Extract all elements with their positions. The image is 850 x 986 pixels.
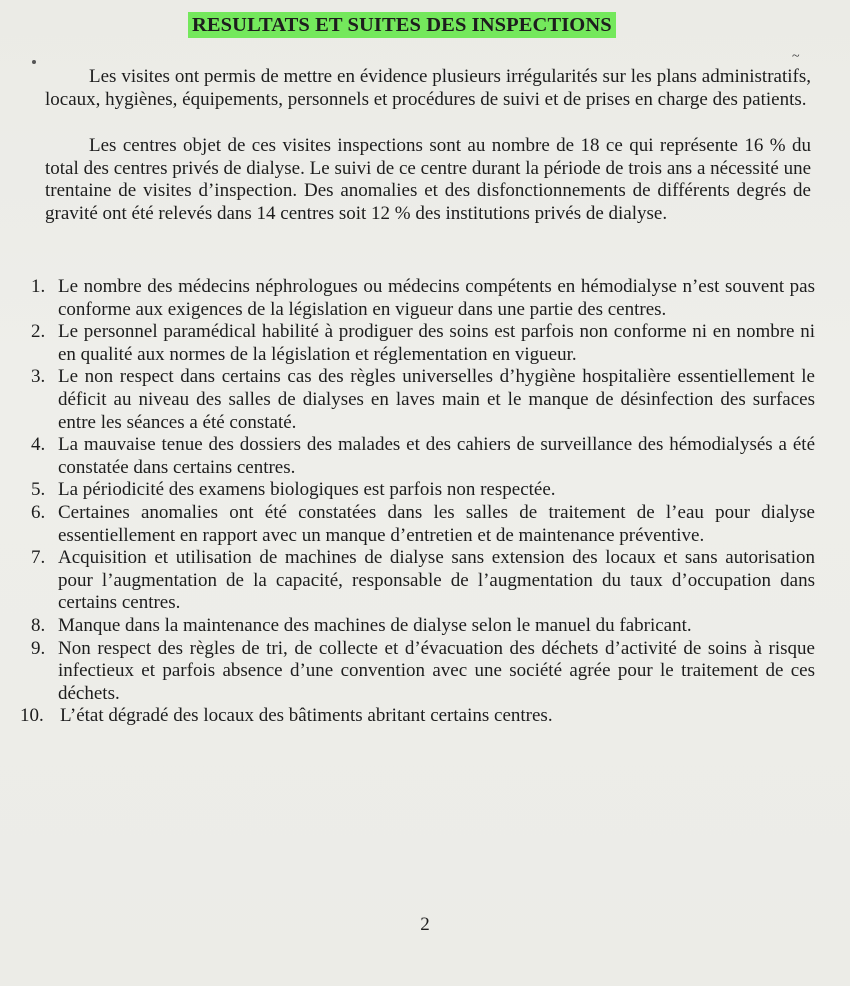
scan-mark-tilde: ~ xyxy=(792,49,800,64)
finding-text: Certaines anomalies ont été constatées dans les salles de traitement de l’eau pour dialyse essentiellement en rapport avec un manque d’entretien et de maintenance préventive. xyxy=(58,501,815,546)
finding-item xyxy=(0,502,815,547)
finding-number: 5. xyxy=(31,479,46,501)
finding-text: Manque dans la maintenance des machines de dialyse selon le manuel du fabricant. xyxy=(58,614,692,636)
finding-text: Le non respect dans certains cas des règles universelles d’hygiène hospitalière essentiellement le déficit au niveau des salles de dialyses en laves main et le manque de désinfection des surfaces entre les séances a été constaté. xyxy=(58,366,815,433)
finding-text: Acquisition et utilisation de machines de dialyse sans extension des locaux et sans autorisation pour l’augmentation de la capacité, responsable de l’augmentation du taux d’occupation dans certains centres. xyxy=(58,547,815,614)
finding-item xyxy=(0,638,815,706)
finding-item xyxy=(0,276,815,321)
finding-number: 4. xyxy=(31,434,46,456)
finding-number: 7. xyxy=(31,547,46,569)
finding-number: 9. xyxy=(31,637,46,659)
finding-item xyxy=(0,615,815,638)
finding-text: La périodicité des examens biologiques est parfois non respectée. xyxy=(58,479,556,501)
finding-item xyxy=(0,366,815,434)
finding-item xyxy=(0,547,815,615)
intro-paragraph xyxy=(45,66,811,111)
finding-text: Le nombre des médecins néphrologues ou médecins compétents en hémodialyse n’est souvent pas conforme aux exigences de la législation en vigueur dans une partie des centres. xyxy=(58,276,815,320)
finding-text: La mauvaise tenue des dossiers des malades et des cahiers de surveillance des hémodialysés a été constatée dans certains centres. xyxy=(58,434,815,478)
findings-list xyxy=(0,276,850,728)
finding-text: Non respect des règles de tri, de collecte et d’évacuation des déchets d’activité de soins à risque infectieux et parfois absence d’une convention avec une société agrée pour le traitement de ces déchets. xyxy=(58,637,815,704)
finding-item xyxy=(0,321,815,366)
finding-item xyxy=(0,434,815,479)
finding-number: 2. xyxy=(31,321,46,343)
intro-paragraph-text: Les visites ont permis de mettre en évidence plusieurs irrégularités sur les plans administratifs, locaux, hygiènes, équipements, personnels et procédures de suivi et de prises en charge des patients. xyxy=(45,66,811,110)
finding-number: 8. xyxy=(31,614,46,636)
finding-number: 6. xyxy=(31,501,46,523)
stats-paragraph xyxy=(45,135,811,225)
section-title: RESULTATS ET SUITES DES INSPECTIONS xyxy=(188,12,616,38)
page-number: 2 xyxy=(420,914,430,935)
finding-text: Le personnel paramédical habilité à prodiguer des soins est parfois non conforme ni en nombre ni en qualité aux normes de la législation et réglementation en vigueur. xyxy=(58,321,815,365)
finding-item xyxy=(0,705,817,728)
finding-number: 10. xyxy=(20,705,44,727)
finding-text: L’état dégradé des locaux des bâtiments abritant certains centres. xyxy=(60,705,553,727)
scan-mark-dot xyxy=(32,60,36,64)
finding-number: 3. xyxy=(31,366,46,388)
stats-paragraph-text: Les centres objet de ces visites inspections sont au nombre de 18 ce qui représente 16 % du total des centres privés de dialyse. Le suivi de ce centre durant la période de trois ans a nécessité une trentaine de visites d’inspection. Des anomalies et des disfonctionnements de différents degrés de gravité ont été relevés dans 14 centres soit 12 % des institutions privés de dialyse. xyxy=(45,135,811,224)
finding-number: 1. xyxy=(31,276,46,297)
finding-item xyxy=(0,479,815,502)
